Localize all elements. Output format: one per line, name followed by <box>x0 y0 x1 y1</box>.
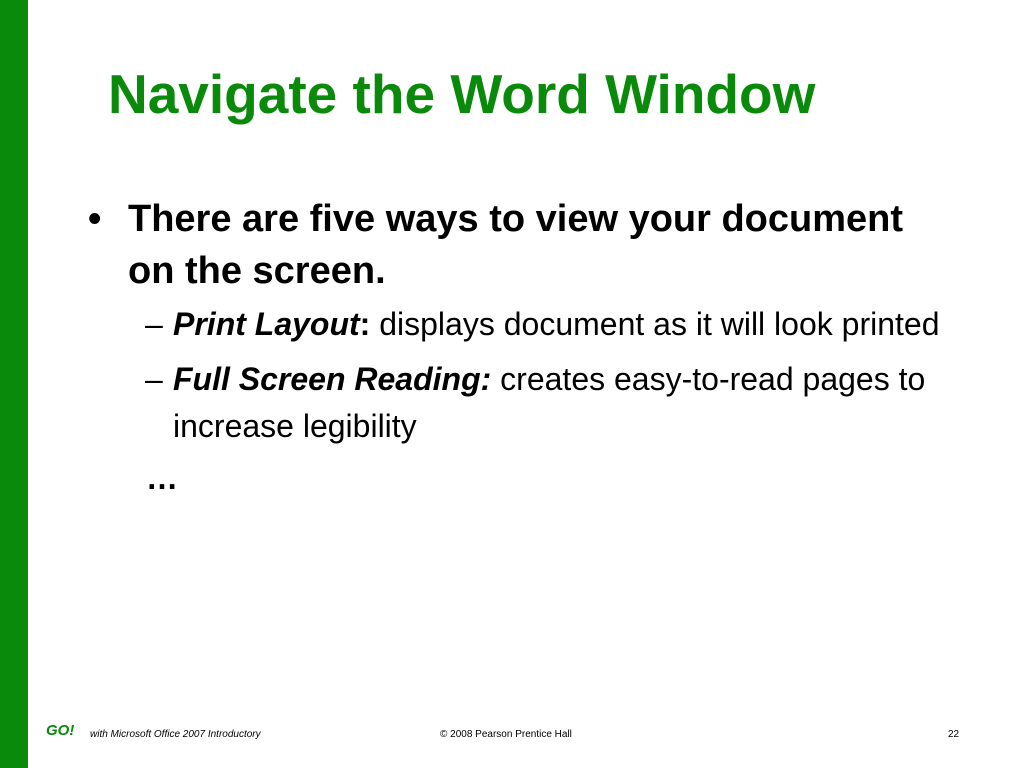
left-accent-bar <box>0 0 28 768</box>
page-number: 22 <box>948 729 960 740</box>
term-colon: : <box>359 306 371 342</box>
ellipsis: … <box>146 460 178 496</box>
sub-bullet-full-screen-reading <box>133 356 948 450</box>
desc-full-screen-reading: creates easy-to-read pages to increase legibility <box>173 361 926 444</box>
slide-body <box>88 193 948 498</box>
go-logo: GO! <box>46 722 75 739</box>
footer-copyright: © 2008 Pearson Prentice Hall <box>440 729 572 740</box>
dash-icon: – <box>145 361 163 397</box>
main-bullet <box>88 193 948 297</box>
slide-title: Navigate the Word Window <box>108 63 816 125</box>
desc-print-layout: displays document as it will look printed <box>370 306 940 342</box>
bullet-icon: • <box>88 198 102 240</box>
dash-icon: – <box>145 306 163 342</box>
sub-bullet-print-layout <box>133 301 948 348</box>
main-bullet-text: There are five ways to view your document on the screen. <box>128 198 904 292</box>
sub-bullet-list <box>88 301 948 498</box>
footer <box>0 720 1024 750</box>
term-full-screen-reading: Full Screen Reading: <box>173 361 492 397</box>
term-print-layout: Print Layout <box>173 306 360 342</box>
footer-course-title: with Microsoft Office 2007 Introductory <box>90 729 261 740</box>
